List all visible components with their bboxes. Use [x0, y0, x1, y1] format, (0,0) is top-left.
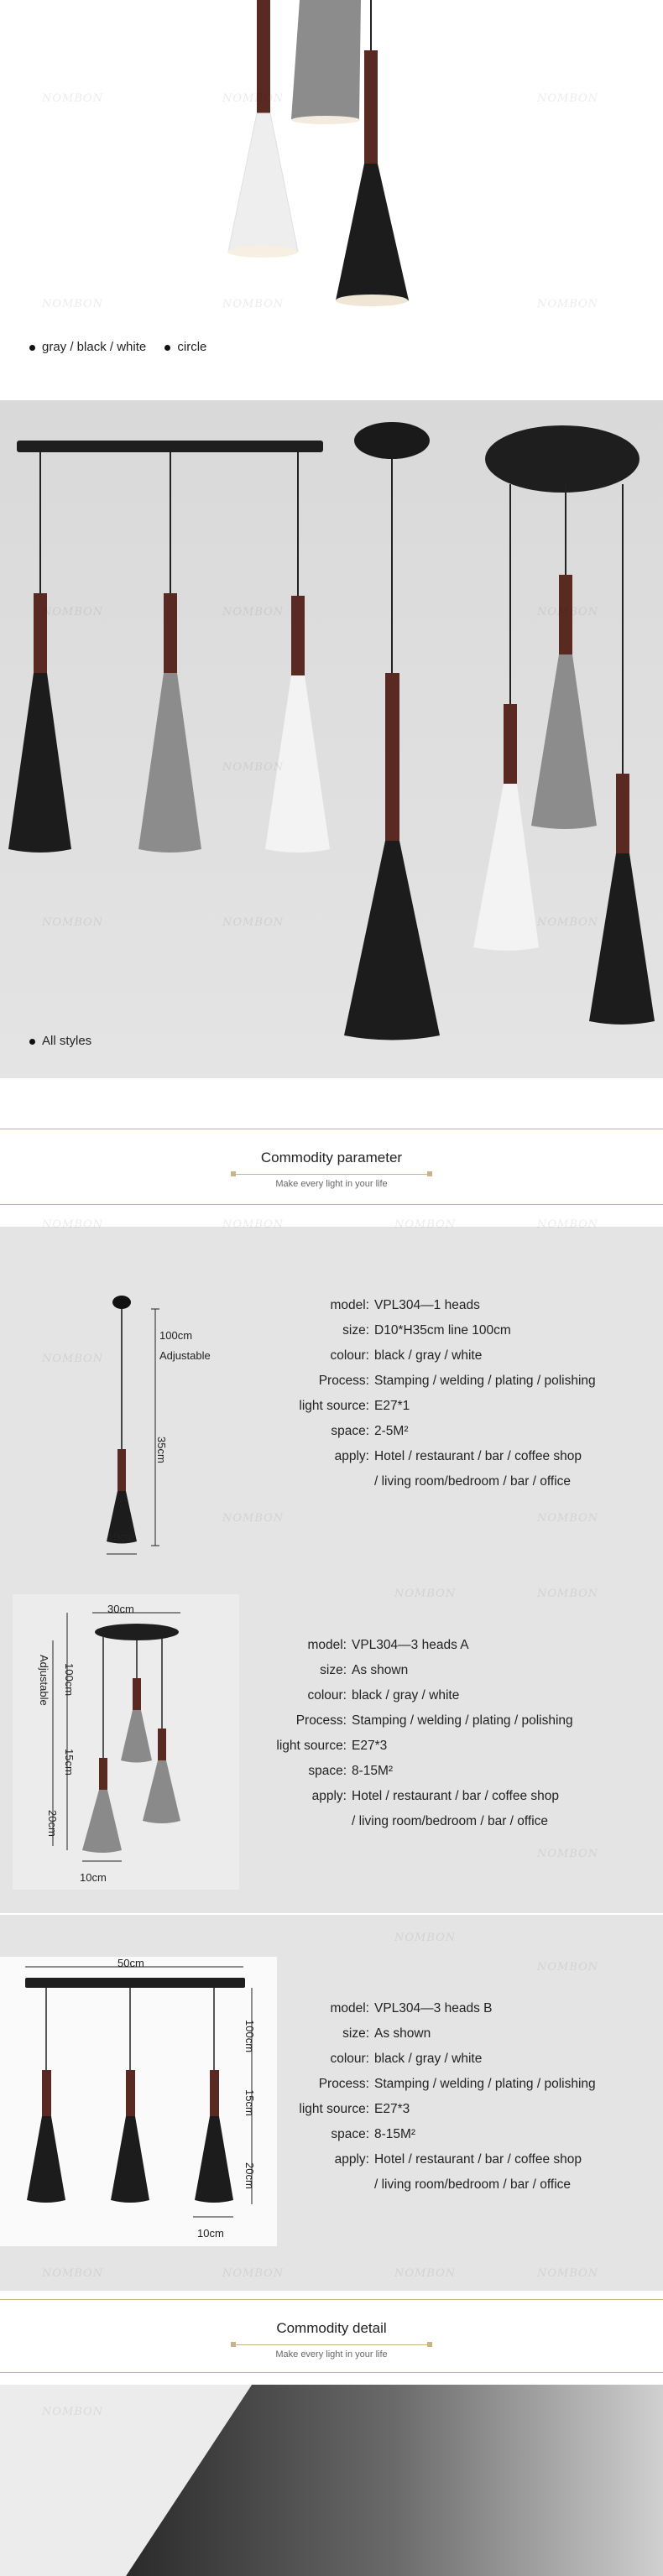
watermark: NOMBON: [222, 2267, 285, 2280]
spec-label: light source:: [276, 1739, 347, 1753]
dim-adjustable: Adjustable: [38, 1655, 50, 1706]
spec-value: VPL304—3 heads A: [352, 1638, 469, 1652]
spec-label: Process:: [318, 2077, 369, 2091]
watermark: NOMBON: [537, 2267, 599, 2280]
watermark: NOMBON: [42, 2406, 104, 2418]
watermark: NOMBON: [42, 92, 104, 105]
watermark: NOMBON: [42, 298, 104, 310]
spec-label: apply:: [311, 1789, 347, 1803]
watermark: NOMBON: [222, 606, 285, 618]
spec-label: space:: [331, 2127, 369, 2141]
spec-label: light source:: [299, 1399, 369, 1413]
dim-canopy: 50cm: [117, 1957, 144, 1969]
product-3-diagram: [0, 1957, 277, 2246]
watermark: NOMBON: [222, 916, 285, 929]
watermark: NOMBON: [42, 606, 104, 618]
param-header: [0, 1078, 663, 1225]
spec-label: light source:: [299, 2102, 369, 2116]
watermark: NOMBON: [537, 1961, 599, 1974]
spec-label: space:: [331, 1424, 369, 1438]
product-1-spec: [0, 1218, 663, 1571]
spec-value: As shown: [374, 2026, 431, 2041]
legend-colors: gray / black / white: [42, 340, 147, 354]
spec-value: VPL304—1 heads: [374, 1298, 480, 1312]
dim-width: 10cm: [80, 1871, 107, 1884]
detail-subtitle: Make every light in your life: [275, 2349, 388, 2360]
spec-value: Hotel / restaurant / bar / coffee shop: [352, 1789, 559, 1803]
spec-label: Process:: [295, 1713, 347, 1728]
dim-line: 100cm: [243, 2020, 256, 2053]
dim-canopy: 30cm: [107, 1603, 134, 1615]
spec-value: Hotel / restaurant / bar / coffee shop: [374, 2152, 582, 2167]
product-3-spec: [0, 1915, 663, 2291]
spec-label: size:: [320, 1663, 347, 1677]
spec-value: black / gray / white: [352, 1688, 460, 1703]
spec-label: model:: [330, 1298, 369, 1312]
styles-legend: [29, 1034, 91, 1048]
watermark: NOMBON: [537, 916, 599, 929]
underline-end: [427, 1171, 432, 1176]
dim-shade: 20cm: [46, 1810, 59, 1837]
legend-shape: circle: [177, 340, 207, 354]
detail-header: [0, 2291, 663, 2383]
dim-line-length: 100cm: [159, 1329, 193, 1342]
product-2-spec: [0, 1571, 663, 1913]
spec-label: colour:: [330, 1348, 369, 1363]
watermark: NOMBON: [537, 1218, 599, 1231]
pendant-lamps-illustration: [0, 0, 663, 336]
spec-value: D10*H35cm line 100cm: [374, 1323, 511, 1338]
color-legend: [29, 340, 206, 354]
spec-value: / living room/bedroom / bar / office: [374, 2177, 572, 2192]
watermark: NOMBON: [394, 1932, 457, 1944]
spec-value: 2-5M²: [374, 1424, 409, 1438]
spec-value: Stamping / welding / plating / polishing: [374, 1374, 596, 1388]
dim-shade: 20cm: [243, 2162, 256, 2189]
spec-label: space:: [308, 1764, 347, 1778]
spec-value: Hotel / restaurant / bar / coffee shop: [374, 1449, 582, 1463]
spec-value: / living room/bedroom / bar / office: [374, 1474, 572, 1489]
header-divider: [0, 2299, 663, 2300]
styles-legend-label: All styles: [42, 1034, 92, 1048]
spec-value: 8-15M²: [352, 1764, 394, 1778]
dim-line: 100cm: [63, 1663, 76, 1697]
spec-value: / living room/bedroom / bar / office: [352, 1814, 549, 1828]
spec-label: colour:: [307, 1688, 347, 1703]
spec-value: 8-15M²: [374, 2127, 416, 2141]
header-divider: [0, 1204, 663, 1205]
watermark: NOMBON: [42, 2267, 104, 2280]
spec-label: model:: [307, 1638, 347, 1652]
dim-width: 10cm: [107, 1530, 134, 1543]
param-title: Commodity parameter: [260, 1150, 403, 1165]
spec-label: apply:: [334, 2152, 369, 2167]
watermark: NOMBON: [222, 92, 285, 105]
watermark: NOMBON: [42, 1353, 104, 1365]
bullet-icon: [164, 345, 170, 351]
spec-value: black / gray / white: [374, 2052, 483, 2066]
product-2-diagram: [13, 1594, 239, 1890]
title-underline: [231, 2344, 432, 2345]
watermark: NOMBON: [537, 1512, 599, 1525]
dim-wood: 15cm: [63, 1749, 76, 1776]
spec-value: Stamping / welding / plating / polishing: [374, 2077, 596, 2091]
spec-value: Stamping / welding / plating / polishing: [352, 1713, 573, 1728]
watermark: NOMBON: [394, 2267, 457, 2280]
spec-value: black / gray / white: [374, 1348, 483, 1363]
watermark: NOMBON: [537, 606, 599, 618]
dim-height: 35cm: [155, 1437, 168, 1463]
title-underline: [231, 1174, 432, 1175]
watermark: NOMBON: [42, 1218, 104, 1231]
spec-value: As shown: [352, 1663, 409, 1677]
underline-end: [231, 1171, 236, 1176]
spec-label: size:: [342, 2026, 369, 2041]
spec-value: VPL304—3 heads B: [374, 2001, 493, 2015]
watermark: NOMBON: [537, 298, 599, 310]
all-styles-illustration: [0, 400, 663, 1078]
dim-adjustable: Adjustable: [159, 1349, 211, 1362]
spec-label: apply:: [334, 1449, 369, 1463]
product-1-diagram: [34, 1294, 227, 1562]
detail-title: Commodity detail: [276, 2320, 387, 2336]
all-styles-photo: [0, 400, 663, 1078]
watermark: NOMBON: [394, 1218, 457, 1231]
spec-label: model:: [330, 2001, 369, 2015]
watermark: NOMBON: [222, 1512, 285, 1525]
watermark: NOMBON: [537, 1588, 599, 1600]
spec-value: E27*1: [374, 1399, 410, 1413]
spec-label: colour:: [330, 2052, 369, 2066]
watermark: NOMBON: [222, 298, 285, 310]
param-subtitle: Make every light in your life: [275, 1179, 388, 1189]
underline-end: [427, 2342, 432, 2347]
watermark: NOMBON: [537, 1848, 599, 1860]
watermark: NOMBON: [222, 1218, 285, 1231]
watermark: NOMBON: [42, 916, 104, 929]
dim-width: 10cm: [197, 2227, 224, 2240]
spec-value: E27*3: [352, 1739, 388, 1753]
header-divider: [0, 2372, 663, 2373]
spec-label: size:: [342, 1323, 369, 1338]
underline-end: [231, 2342, 236, 2347]
spec-label: Process:: [318, 1374, 369, 1388]
bullet-icon: [29, 345, 35, 351]
watermark: NOMBON: [394, 1588, 457, 1600]
watermark: NOMBON: [222, 761, 285, 774]
detail-photo: [0, 2385, 663, 2576]
dim-wood: 15cm: [243, 2089, 256, 2116]
spec-value: E27*3: [374, 2102, 410, 2116]
watermark: NOMBON: [537, 92, 599, 105]
hero-photo-top: [0, 0, 663, 399]
bullet-icon: [29, 1039, 35, 1045]
